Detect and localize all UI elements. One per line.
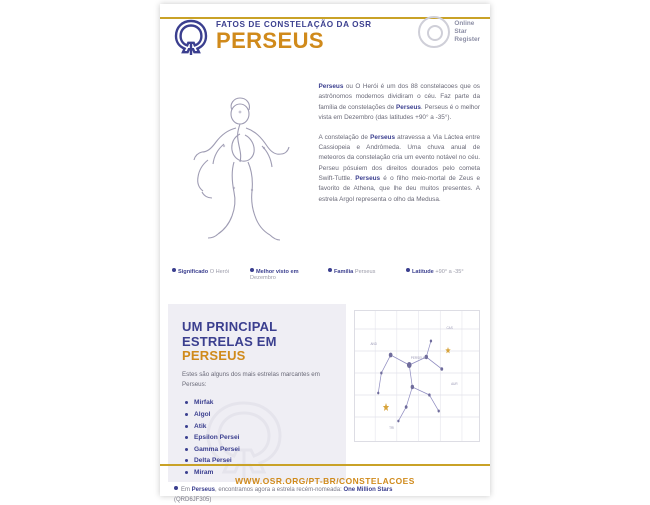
poster-header — [160, 4, 490, 78]
bullet-dot-icon — [172, 268, 176, 272]
fact-item-best-seen — [250, 268, 322, 302]
fact-strip — [160, 264, 490, 302]
intro-p2-b: Perseus — [370, 133, 396, 141]
list-item: Atik — [182, 421, 334, 433]
svg-text:PERSEUS: PERSEUS — [410, 355, 426, 361]
online-star-register-icon — [418, 16, 450, 48]
osr-badge-words — [454, 20, 480, 44]
osr-badge — [418, 16, 480, 48]
stars-title-line2: ESTRELAS EM — [182, 333, 277, 349]
list-item: Gamma Persei — [182, 444, 334, 456]
list-item: Epsilon Persei — [182, 432, 334, 444]
list-item: Mirfak — [182, 397, 334, 409]
fact-label-family: Família — [334, 269, 354, 275]
intro-section — [160, 78, 490, 264]
intro-p1-lead: Perseus — [318, 83, 344, 90]
stars-panel-left — [168, 304, 346, 482]
list-item: Delta Persei — [182, 455, 334, 467]
intro-p2-c: atravessa a Via Láctea entre Cassiopeia e Andrômeda. Uma chuva anual de meteoros da constelação cria um evento notável no céu. Perseu pósuiem dos direitos dourados pelo cometa Swift-Tuttle. — [318, 133, 481, 182]
fact-item-meaning — [172, 268, 244, 302]
footer-url[interactable]: WWW.OSR.ORG/PT-BR/CONSTELACOES — [235, 476, 415, 486]
list-item: Algol — [182, 409, 334, 421]
fact-value-latitude: +90° a -35° — [435, 269, 464, 275]
poster-kicker: FATOS DE CONSTELAÇÃO DA OSR — [216, 20, 372, 29]
bullet-dot-icon — [328, 268, 332, 272]
perseus-hero-illustration-icon — [170, 82, 313, 264]
poster-footer — [160, 464, 490, 496]
stars-title-line1: UM PRINCIPAL — [182, 319, 278, 334]
fact-label-best-seen: Melhor visto em — [256, 269, 299, 275]
stars-panel-title — [182, 320, 334, 364]
note-prefix: Em — [181, 487, 192, 493]
intro-paragraph-1 — [319, 82, 481, 124]
intro-paragraph-2 — [319, 133, 481, 206]
stars-panel-right — [346, 304, 482, 482]
fact-item-latitude — [406, 268, 478, 302]
fact-item-family — [328, 268, 400, 302]
osr-badge-line1: Online — [454, 20, 475, 27]
header-text-block — [216, 20, 372, 52]
fact-value-family: Perseus — [354, 269, 376, 275]
intro-p1-tail: . Perseus é o melhor vista em Dezembro (das latitudes +90° a -35°). — [318, 103, 480, 122]
intro-p2-a: A constelação de — [318, 133, 371, 141]
poster-sheet — [160, 4, 490, 503]
note-code: (QRD6JF305) — [174, 496, 212, 503]
bullet-dot-icon — [406, 268, 410, 272]
osr-omega-logo-icon — [172, 18, 210, 58]
stars-title-highlight: PERSEUS — [182, 348, 246, 364]
svg-text:CAS: CAS — [446, 325, 453, 331]
list-item: Miram — [182, 467, 334, 479]
fact-value-meaning: O Herói — [209, 269, 229, 275]
svg-text:TRI: TRI — [389, 425, 395, 431]
fact-value-best-seen: Dezembro — [250, 275, 276, 281]
svg-text:AND: AND — [370, 341, 378, 347]
intro-p1-body: ou O Herói é um dos 88 constelacoes que os astrônomos modernos dividiram o céu. Faz parte da família de constelações de — [318, 83, 480, 111]
page-title: PERSEUS — [216, 28, 324, 53]
stars-panel-subtitle: Estes são alguns dos mais estrelas marcantes em Perseus: — [182, 370, 320, 388]
bullet-dot-icon — [250, 268, 254, 272]
intro-copy — [313, 82, 481, 264]
intro-p2-d: Perseus — [355, 175, 381, 182]
fact-label-latitude: Latitude — [412, 269, 434, 275]
intro-p1-family: Perseus — [396, 103, 421, 111]
note-star-name: One Million Stars — [343, 487, 393, 493]
note-constellation: Perseus — [191, 487, 216, 493]
osr-badge-line3: Register — [454, 36, 480, 43]
main-stars-panel — [168, 304, 482, 482]
fact-label-meaning: Significado — [178, 269, 209, 275]
intro-p2-e: é o filho meio-mortal de Zeus e favorito de Athena, que lhe deu muitos presentes. A estrela Argol representa o olho da Medusa. — [318, 175, 480, 203]
note-middle: , encontramos agora a estrela recém-nomeada: — [215, 487, 344, 493]
osr-badge-line2: Star — [454, 28, 467, 35]
perseus-star-chart-icon — [354, 310, 480, 442]
svg-text:AUR: AUR — [451, 381, 458, 387]
